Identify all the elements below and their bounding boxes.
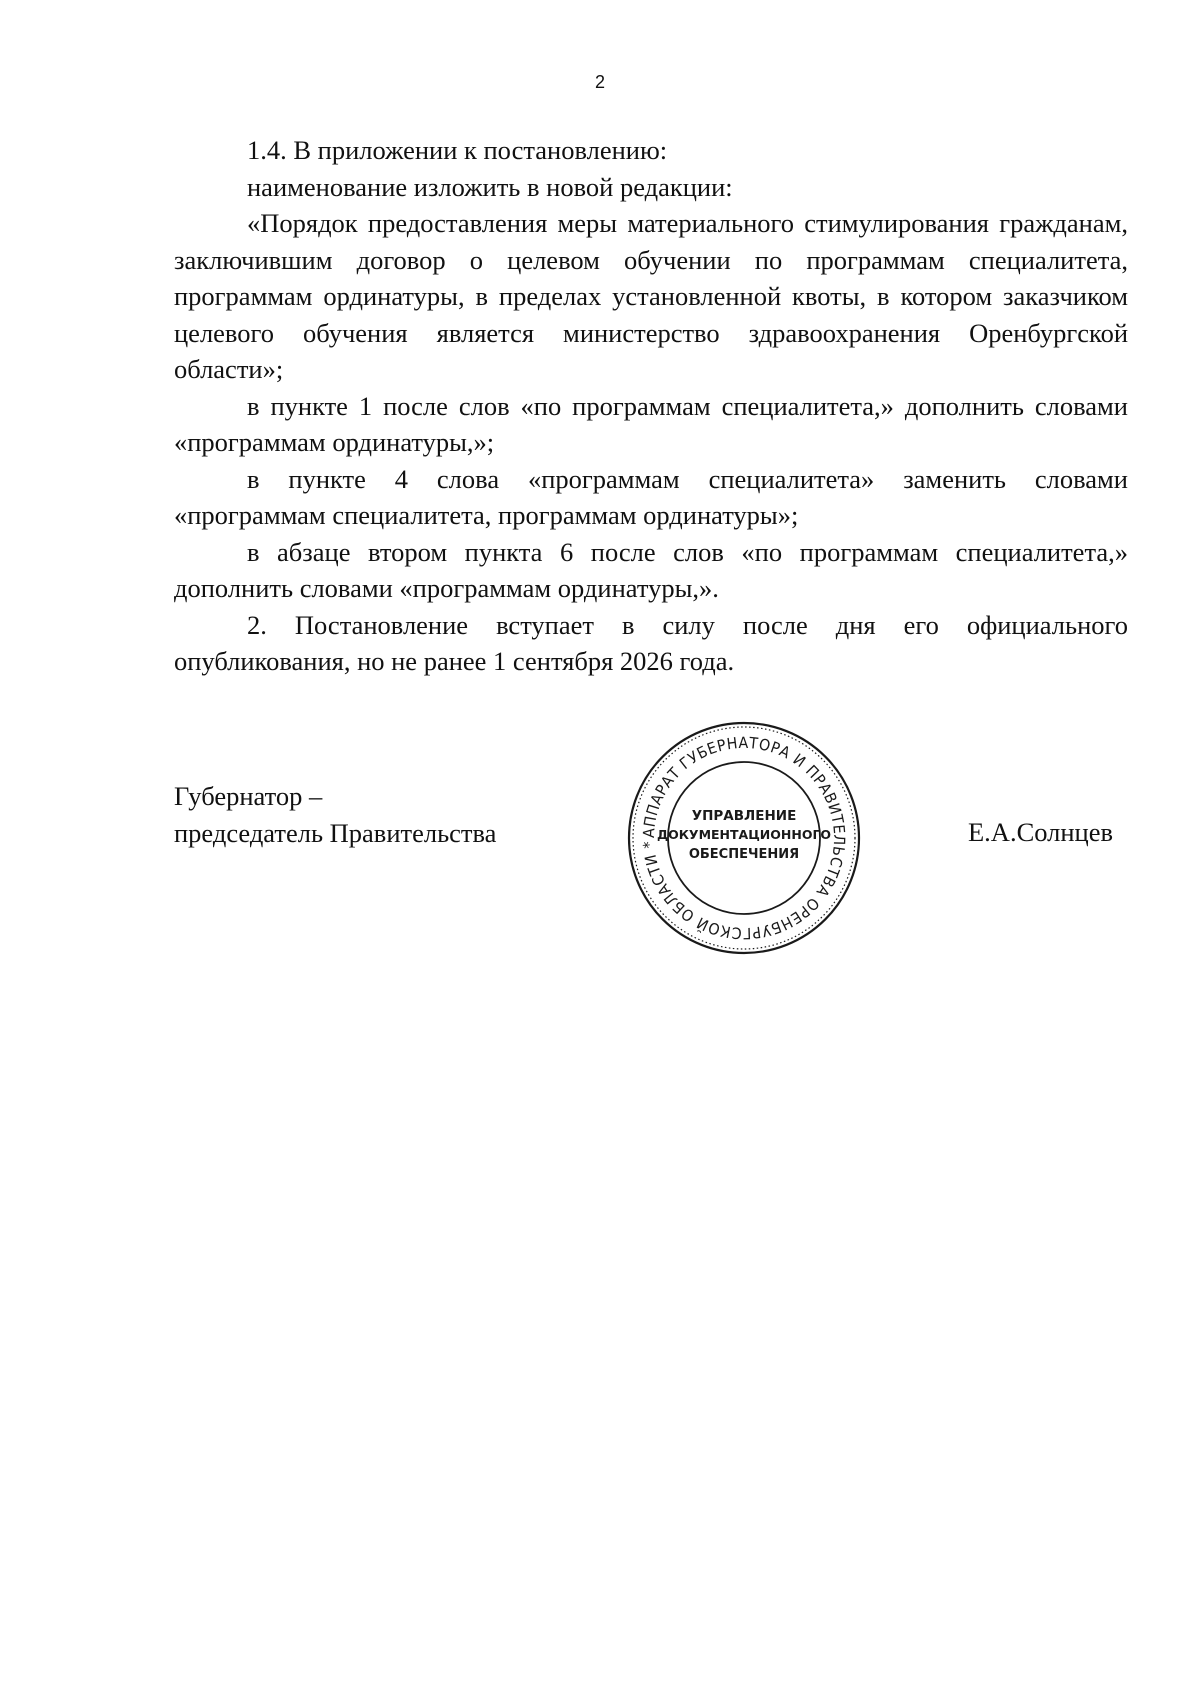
paragraph-item-1: в пункте 1 после слов «по программам специалитета,» дополнить словами «программам ординатуры,»; [174,390,1128,457]
seal-center-line-2: ДОКУМЕНТАЦИОННОГО [656,827,832,842]
document-body [174,132,1128,680]
seal-graphic [626,720,862,956]
signatory-position [174,778,496,851]
official-seal [626,720,862,956]
paragraph-item-4: в пункте 4 слова «программам специалитета» заменить словами «программам специалитета, программам ординатуры»; [174,463,1128,530]
signatory-position-line-2: председатель Правительства [174,817,497,848]
paragraph-1-4: 1.4. В приложении к постановлению: [247,135,668,165]
paragraph-effective-date: 2. Постановление вступает в силу после дня его официального опубликования, но не ранее 1 сентября 2026 года. [174,609,1128,676]
paragraph-item-6: в абзаце втором пункта 6 после слов «по программам специалитета,» дополнить словами «программам ординатуры,». [174,536,1128,603]
seal-ring-text: АППАРАТ ГУБЕРНАТОРА И ПРАВИТЕЛЬСТВА ОРЕНБУРГСКОЙ ОБЛАСТИ * [639,733,849,943]
signatory-name: Е.А.Солнцев [968,817,1114,847]
signatory-position-line-1: Губернатор – [174,781,323,811]
seal-center-line-3: ОБЕСПЕЧЕНИЯ [688,847,800,862]
page-number: 2 [594,72,605,92]
paragraph-title-change: наименование изложить в новой редакции: [247,171,733,202]
seal-center-line-1: УПРАВЛЕНИЕ [691,808,797,824]
paragraph-new-title: «Порядок предоставления меры материального стимулирования гражданам, заключившим договор о целевом обучении по программам специалитета, программам ординатуры, в пределах установленной квоты, в котором заказчиком целевого обучения является министерство здравоохранения Оренбургской области»; [174,208,1128,384]
